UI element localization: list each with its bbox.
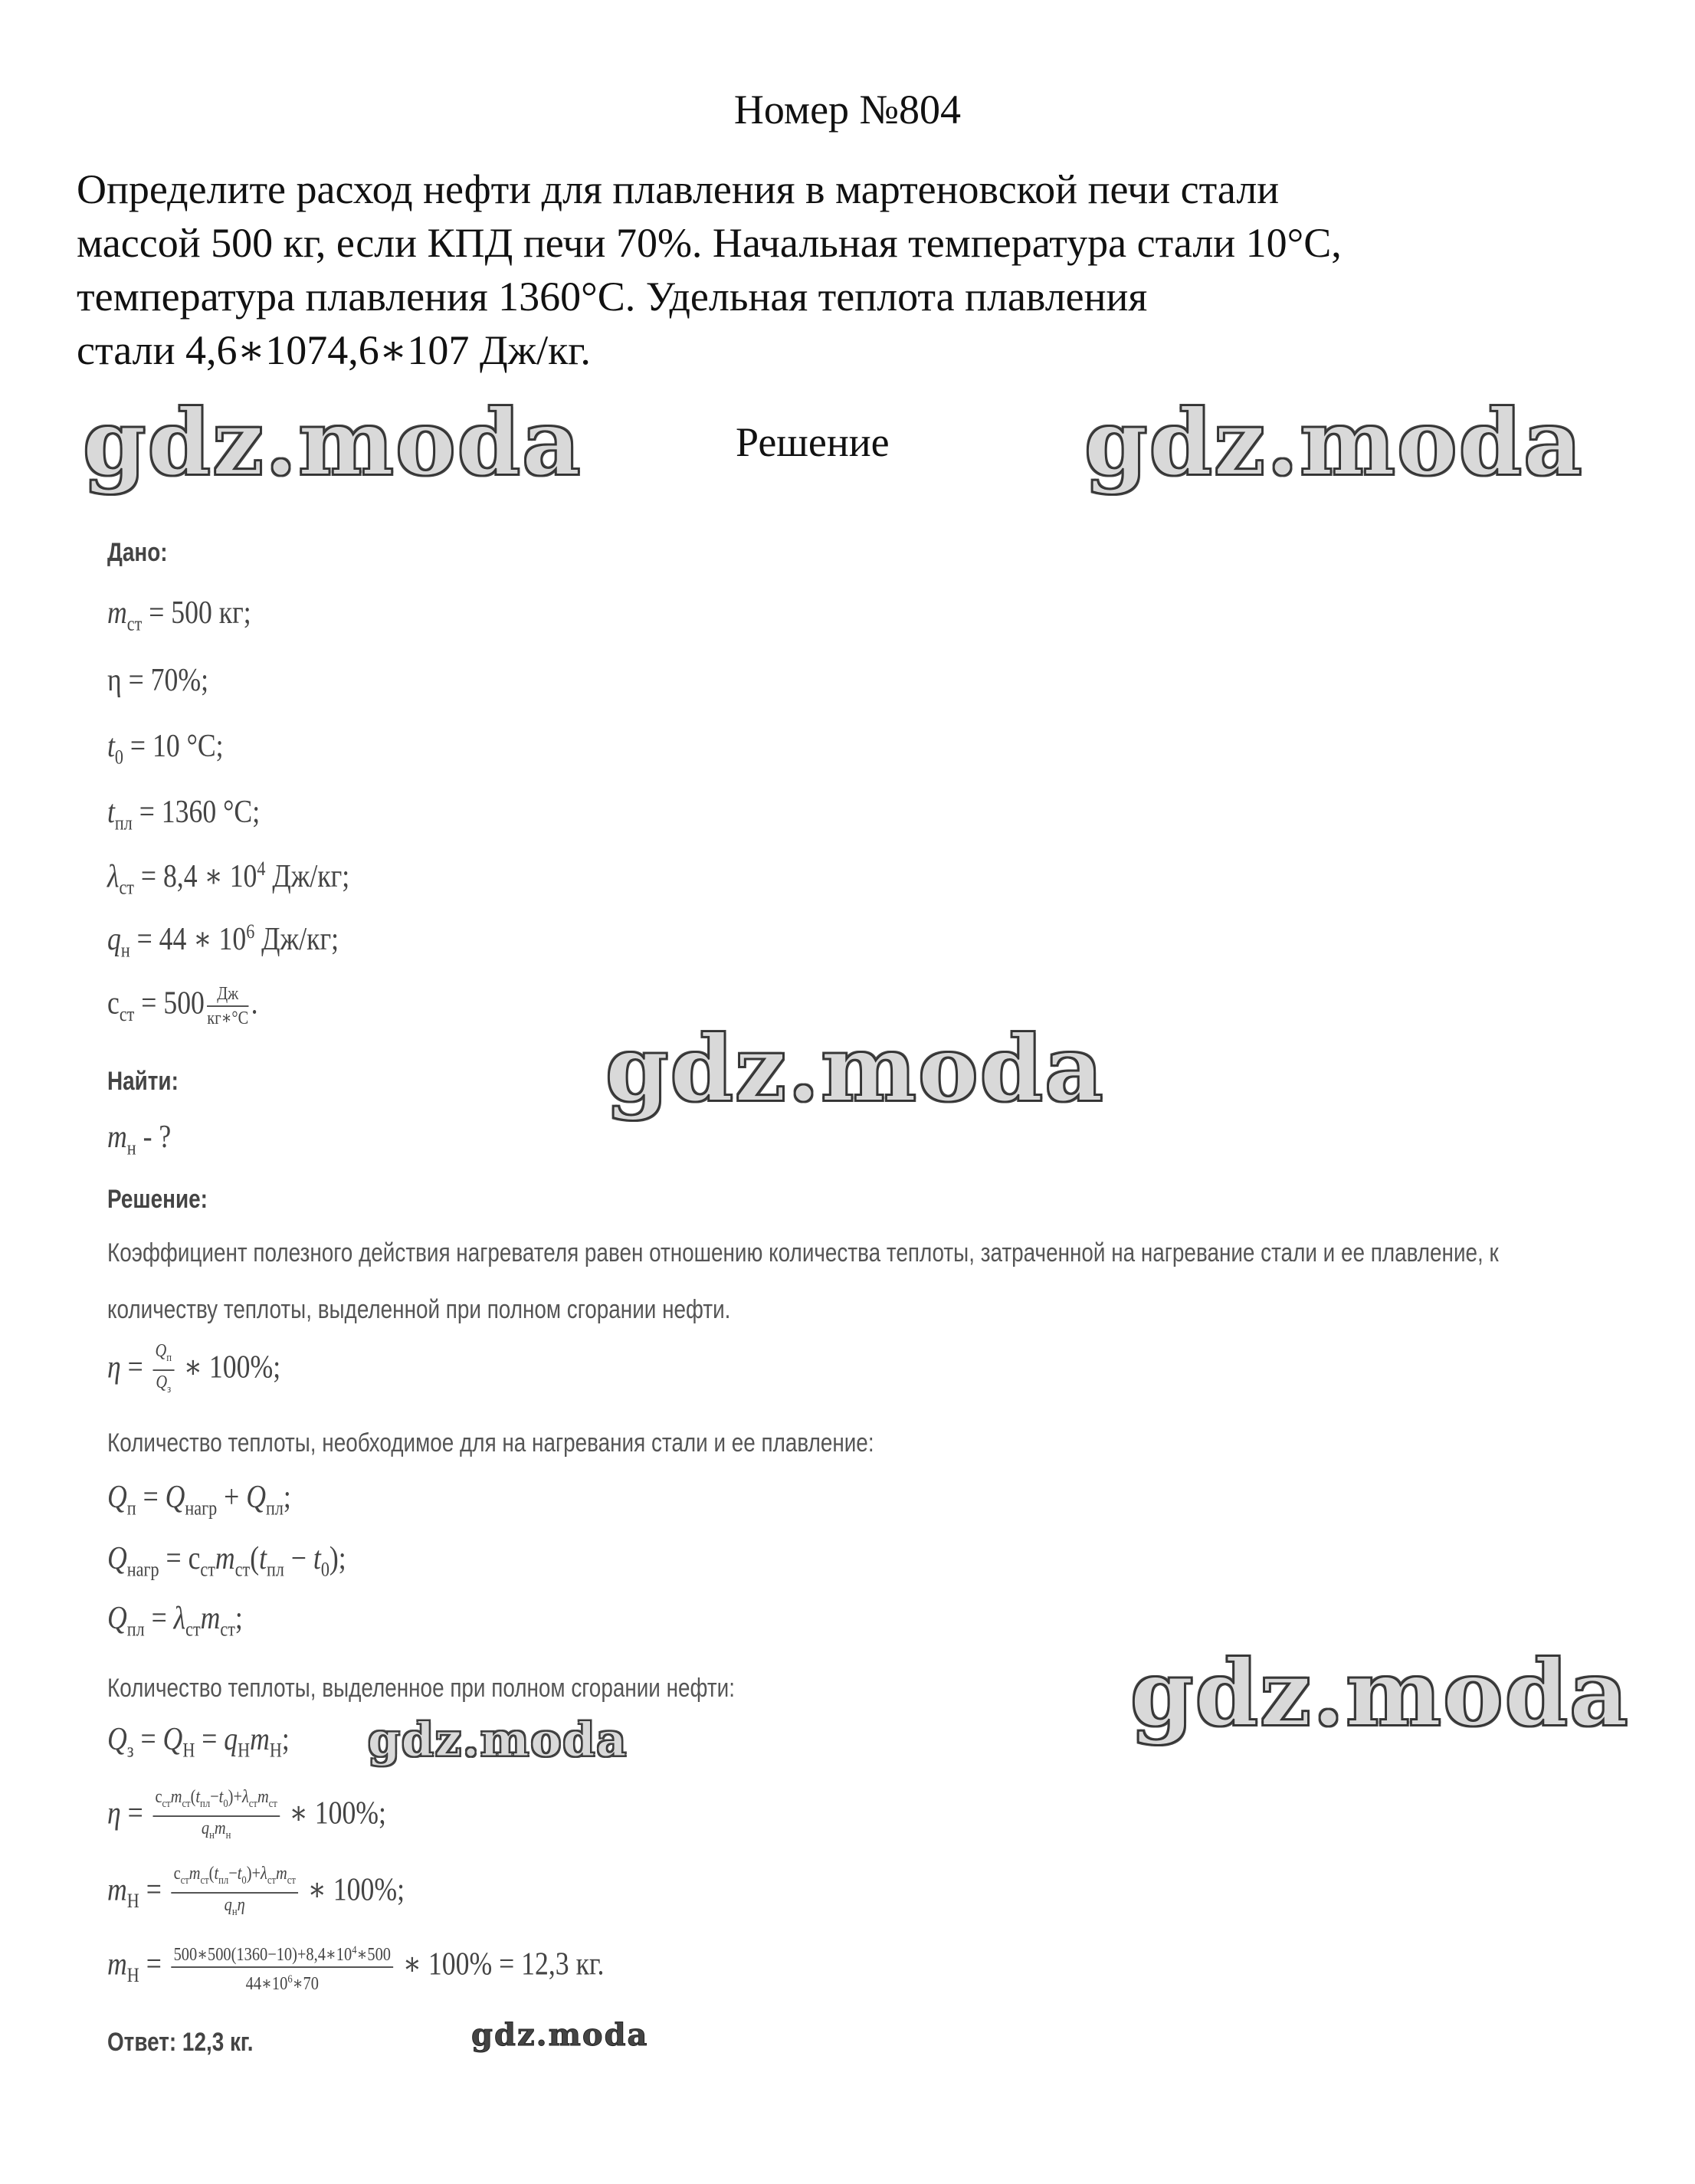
- formula-spent-heat: $Q_з = Q_Н = q_Нm_Н$;: [107, 1722, 290, 1762]
- given-efficiency: η = 70%;: [107, 663, 209, 698]
- formula-useful-heat: $Q_п = Q_{нагр} + Q_{пл}$;: [107, 1480, 291, 1520]
- explanation-text: Количество теплоты, выделенное при полном сгорании нефти:: [107, 1674, 735, 1703]
- problem-line: стали 4,6∗1074,6∗107 Дж/кг.: [77, 327, 591, 373]
- problem-line: массой 500 кг, если КПД печи 70%. Начальная температура стали 10°С,: [77, 220, 1342, 266]
- given-specific-heat: $c_{ст} = 500$ $\frac{Дж}{кг∗^\circ С}$ .: [107, 984, 258, 1028]
- formula-melting: $Q_{пл} = \lambda_{ст}m_{ст}$;: [107, 1601, 243, 1641]
- given-mass: $m_{ст} = 500$ кг;: [107, 595, 251, 635]
- explanation-text: количеству теплоты, выделенной при полном сгорании нефти.: [107, 1295, 731, 1324]
- answer: Ответ: 12,3 кг.: [107, 2028, 254, 2057]
- watermark-logo: gdz.moda: [83, 389, 582, 496]
- formula-efficiency: η = $\frac{Q_п}{Q_з}$ ∗ 100%;: [107, 1341, 281, 1395]
- formula-fuel-mass: $m_Н$ = $\frac{c_{ст}m_{ст}(t_{пл}-t_0)+\lambda_{ст}m_{ст}}{q_н\eta}$ ∗ 100%;: [107, 1864, 405, 1918]
- problem-line: Определите расход нефти для плавления в мартеновской печи стали: [77, 166, 1280, 212]
- formula-fuel-mass-result: $m_Н$ = $\frac{500∗500(1360-10)+8,4∗10^4∗500}{44∗10^6∗70}$ ∗ 100% = 12,3 кг.: [107, 1939, 604, 1995]
- given-fuel-heat: $q_н = 44$ ∗ $10^6$ Дж/кг;: [107, 920, 339, 962]
- watermark-logo: gdz.moda: [471, 2017, 649, 2053]
- given-initial-temp: $t_0 = 10$ °С;: [107, 729, 224, 769]
- watermark-logo: gdz.moda: [1130, 1640, 1630, 1746]
- page-title: Номер №804: [733, 87, 962, 133]
- problem-statement: [77, 162, 1609, 377]
- watermark-logo: gdz.moda: [1084, 389, 1584, 496]
- find-label: Найти:: [107, 1067, 179, 1096]
- given-label: Дано:: [107, 538, 168, 567]
- formula-efficiency-expanded: η = $\frac{c_{ст}m_{ст}(t_{пл}-t_0)+\lambda_{ст}m_{ст}}{q_нm_н}$ ∗ 100%;: [107, 1787, 386, 1841]
- find-value: $m_н$ - ?: [107, 1120, 172, 1159]
- watermark-logo: gdz.moda: [368, 1713, 628, 1767]
- formula-heating: $Q_{нагр} = c_{ст}m_{ст}(t_{пл} - t_0)$;: [107, 1541, 346, 1581]
- given-latent-heat: $\lambda_{ст} = 8,4$ ∗ $10^4$ Дж/кг;: [107, 858, 350, 899]
- problem-line: температура плавления 1360°С. Удельная теплота плавления: [77, 274, 1148, 320]
- solution-heading: Решение: [736, 419, 890, 465]
- given-melting-temp: $t_{пл} = 1360$ °С;: [107, 795, 261, 835]
- solution-label: Решение:: [107, 1185, 208, 1214]
- explanation-text: Коэффициент полезного действия нагревателя равен отношению количества теплоты, затраченной на нагревание стали и ее плавление, к: [107, 1238, 1499, 1267]
- explanation-text: Количество теплоты, необходимое для на нагревания стали и ее плавление:: [107, 1428, 874, 1458]
- watermark-logo: gdz.moda: [605, 1015, 1105, 1122]
